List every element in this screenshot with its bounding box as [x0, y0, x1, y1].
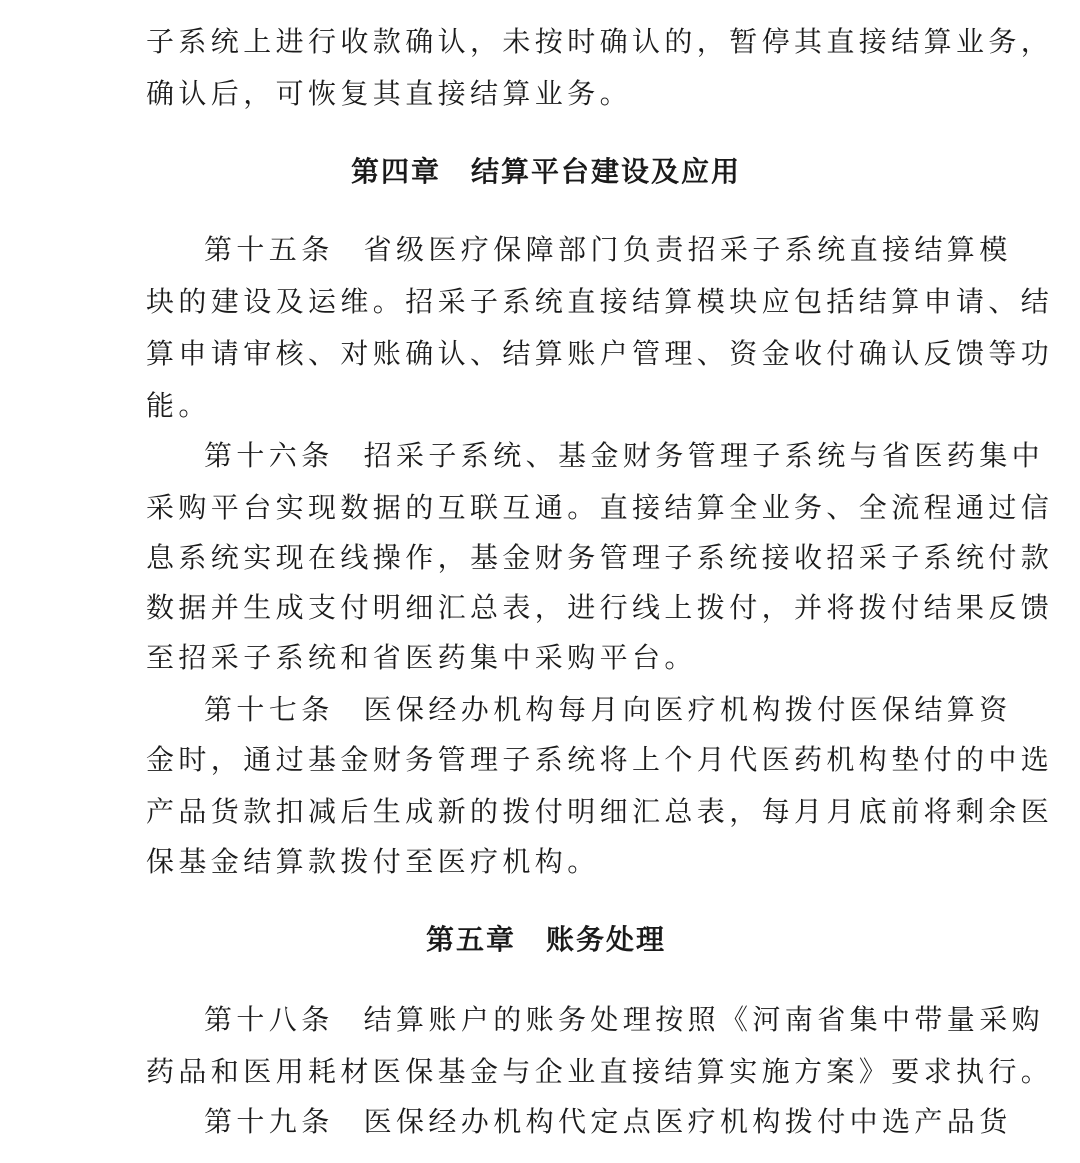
paragraph-line: 保基金结算款拨付至医疗机构。 [146, 845, 600, 878]
article-first-line [204, 684, 1012, 736]
article-number: 第十九条 [204, 1105, 334, 1138]
paragraph-line: 金时，通过基金财务管理子系统将上个月代医药机构垫付的中选 [146, 743, 1054, 776]
chapter-number: 第五章 [425, 923, 516, 956]
paragraph-line: 确认后，可恢复其直接结算业务。 [146, 77, 633, 110]
paragraph-line: 能。 [146, 389, 211, 422]
paragraph-line: 至招采子系统和省医药集中采购平台。 [146, 641, 697, 674]
article-number: 第十八条 [204, 1003, 334, 1036]
article-text: 医保经办机构代定点医疗机构拨付中选产品货 [363, 1105, 1012, 1138]
article-text: 省级医疗保障部门负责招采子系统直接结算模 [363, 233, 1012, 266]
chapter-title: 结算平台建设及应用 [471, 155, 742, 188]
paragraph-line: 产品货款扣减后生成新的拨付明细汇总表，每月月底前将剩余医 [146, 795, 1054, 828]
article-first-line [204, 224, 1012, 276]
chapter-title: 账务处理 [546, 923, 667, 956]
article-text: 医保经办机构每月向医疗机构拨付医保结算资 [363, 693, 1012, 726]
chapter-heading [146, 146, 946, 198]
article-first-line [204, 430, 1045, 482]
paragraph-line: 算申请审核、对账确认、结算账户管理、资金收付确认反馈等功 [146, 337, 1054, 370]
paragraph-line: 块的建设及运维。招采子系统直接结算模块应包括结算申请、结 [146, 285, 1054, 318]
paragraph-line: 息系统实现在线操作，基金财务管理子系统接收招采子系统付款 [146, 541, 1054, 574]
article-first-line [204, 1096, 1012, 1148]
chapter-number: 第四章 [350, 155, 441, 188]
article-text: 招采子系统、基金财务管理子系统与省医药集中 [363, 439, 1045, 472]
article-number: 第十七条 [204, 693, 334, 726]
paragraph-line: 药品和医用耗材医保基金与企业直接结算实施方案》要求执行。 [146, 1055, 1054, 1088]
article-text: 结算账户的账务处理按照《河南省集中带量采购 [363, 1003, 1045, 1036]
paragraph-line: 采购平台实现数据的互联互通。直接结算全业务、全流程通过信 [146, 491, 1054, 524]
chapter-heading [146, 914, 946, 966]
article-first-line [204, 994, 1045, 1046]
article-number: 第十六条 [204, 439, 334, 472]
paragraph-line: 数据并生成支付明细汇总表，进行线上拨付，并将拨付结果反馈 [146, 591, 1054, 624]
paragraph-line: 子系统上进行收款确认，未按时确认的，暂停其直接结算业务， [146, 25, 1054, 58]
article-number: 第十五条 [204, 233, 334, 266]
